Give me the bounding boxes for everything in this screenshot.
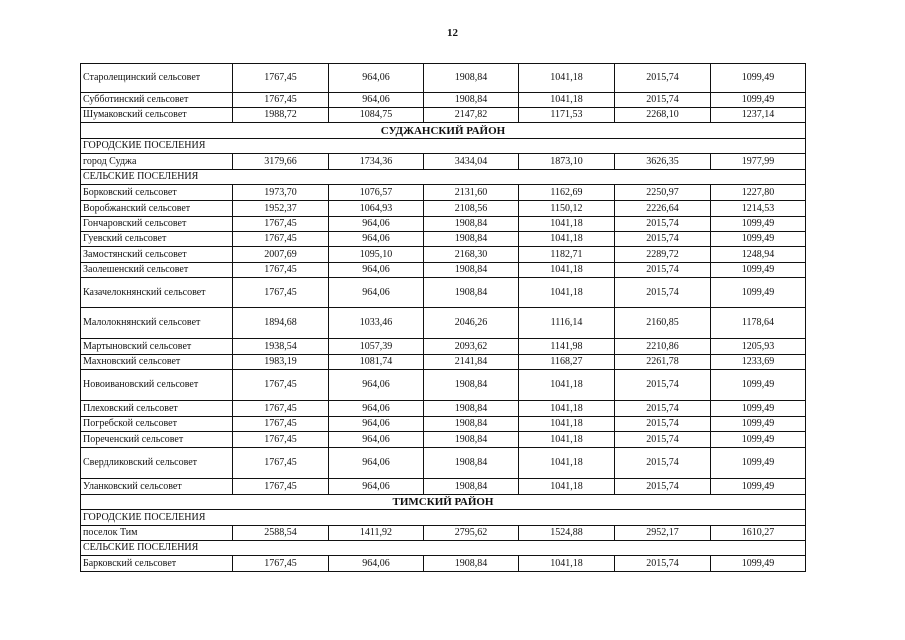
value-cell-3: 1908,84: [424, 448, 519, 479]
value-cell-6: 1248,94: [711, 247, 806, 263]
value-cell-2: 964,06: [329, 217, 424, 232]
value-cell-4: 1041,18: [519, 64, 615, 93]
table-row: [81, 108, 806, 123]
value-cell-1: 1767,45: [233, 217, 329, 232]
value-cell-2: 1411,92: [329, 526, 424, 541]
value-cell-3: 2795,62: [424, 526, 519, 541]
value-cell-3: 2147,82: [424, 108, 519, 123]
table-row: [81, 93, 806, 108]
value-cell-4: 1041,18: [519, 432, 615, 448]
tariff-table: [80, 63, 806, 572]
value-cell-2: 1081,74: [329, 355, 424, 370]
value-cell-1: 1767,45: [233, 93, 329, 108]
value-cell-6: 1099,49: [711, 556, 806, 572]
value-cell-5: 2250,97: [615, 185, 711, 201]
section-title: СЕЛЬСКИЕ ПОСЕЛЕНИЯ: [81, 170, 806, 185]
table-row: [81, 401, 806, 417]
value-cell-3: 1908,84: [424, 217, 519, 232]
value-cell-4: 1041,18: [519, 217, 615, 232]
value-cell-6: 1099,49: [711, 479, 806, 495]
table-row: [81, 432, 806, 448]
value-cell-4: 1041,18: [519, 370, 615, 401]
value-cell-6: 1099,49: [711, 217, 806, 232]
table-row: [81, 64, 806, 93]
table-row: [81, 232, 806, 247]
settlement-name-cell: Малолокнянский сельсовет: [81, 308, 233, 339]
value-cell-6: 1178,64: [711, 308, 806, 339]
value-cell-3: 1908,84: [424, 263, 519, 278]
value-cell-5: 2015,74: [615, 263, 711, 278]
settlement-name-cell: Замостянский сельсовет: [81, 247, 233, 263]
table-row: [81, 247, 806, 263]
value-cell-5: 2015,74: [615, 448, 711, 479]
district-header-row: [81, 123, 806, 139]
settlement-name-cell: Шумаковский сельсовет: [81, 108, 233, 123]
value-cell-1: 2588,54: [233, 526, 329, 541]
table-row: [81, 339, 806, 355]
value-cell-6: 1205,93: [711, 339, 806, 355]
value-cell-6: 1099,49: [711, 278, 806, 308]
value-cell-2: 1076,57: [329, 185, 424, 201]
value-cell-6: 1099,49: [711, 432, 806, 448]
table-row: [81, 355, 806, 370]
value-cell-6: 1099,49: [711, 93, 806, 108]
settlement-name-cell: Новоивановский сельсовет: [81, 370, 233, 401]
value-cell-6: 1227,80: [711, 185, 806, 201]
value-cell-5: 2015,74: [615, 556, 711, 572]
table-row: [81, 308, 806, 339]
table-row: [81, 201, 806, 217]
value-cell-3: 2108,56: [424, 201, 519, 217]
value-cell-3: 2093,62: [424, 339, 519, 355]
value-cell-4: 1150,12: [519, 201, 615, 217]
value-cell-1: 1767,45: [233, 556, 329, 572]
settlement-name-cell: город Суджа: [81, 154, 233, 170]
value-cell-2: 1095,10: [329, 247, 424, 263]
value-cell-2: 1057,39: [329, 339, 424, 355]
value-cell-2: 1064,93: [329, 201, 424, 217]
value-cell-3: 2141,84: [424, 355, 519, 370]
value-cell-4: 1162,69: [519, 185, 615, 201]
settlement-name-cell: Уланковский сельсовет: [81, 479, 233, 495]
value-cell-5: 2015,74: [615, 417, 711, 432]
settlement-name-cell: Казачелокнянский сельсовет: [81, 278, 233, 308]
section-header-row: [81, 170, 806, 185]
table-row: [81, 154, 806, 170]
value-cell-3: 2046,26: [424, 308, 519, 339]
value-cell-2: 964,06: [329, 417, 424, 432]
settlement-name-cell: Борковский сельсовет: [81, 185, 233, 201]
value-cell-4: 1041,18: [519, 278, 615, 308]
value-cell-6: 1099,49: [711, 64, 806, 93]
settlement-name-cell: Свердликовский сельсовет: [81, 448, 233, 479]
value-cell-5: 2015,74: [615, 432, 711, 448]
settlement-name-cell: Заолешенский сельсовет: [81, 263, 233, 278]
page-number: 12: [447, 27, 458, 39]
settlement-name-cell: Погребской сельсовет: [81, 417, 233, 432]
value-cell-5: 2015,74: [615, 93, 711, 108]
settlement-name-cell: Барковский сельсовет: [81, 556, 233, 572]
value-cell-2: 964,06: [329, 232, 424, 247]
value-cell-1: 1988,72: [233, 108, 329, 123]
value-cell-4: 1171,53: [519, 108, 615, 123]
section-header-row: [81, 139, 806, 154]
value-cell-1: 1767,45: [233, 278, 329, 308]
value-cell-6: 1099,49: [711, 232, 806, 247]
table-row: [81, 185, 806, 201]
value-cell-4: 1168,27: [519, 355, 615, 370]
value-cell-6: 1610,27: [711, 526, 806, 541]
value-cell-4: 1041,18: [519, 263, 615, 278]
value-cell-2: 1033,46: [329, 308, 424, 339]
value-cell-5: 3626,35: [615, 154, 711, 170]
value-cell-3: 2168,30: [424, 247, 519, 263]
section-title: ГОРОДСКИЕ ПОСЕЛЕНИЯ: [81, 510, 806, 526]
value-cell-5: 2226,64: [615, 201, 711, 217]
value-cell-5: 2210,86: [615, 339, 711, 355]
value-cell-2: 1734,36: [329, 154, 424, 170]
value-cell-2: 964,06: [329, 278, 424, 308]
value-cell-1: 1767,45: [233, 232, 329, 247]
table-row: [81, 556, 806, 572]
value-cell-3: 1908,84: [424, 479, 519, 495]
value-cell-2: 964,06: [329, 448, 424, 479]
value-cell-4: 1041,18: [519, 556, 615, 572]
value-cell-4: 1116,14: [519, 308, 615, 339]
table-row: [81, 217, 806, 232]
value-cell-4: 1182,71: [519, 247, 615, 263]
value-cell-5: 2015,74: [615, 479, 711, 495]
value-cell-1: 1767,45: [233, 401, 329, 417]
table-body: [81, 64, 806, 572]
value-cell-1: 3179,66: [233, 154, 329, 170]
settlement-name-cell: Мартыновский сельсовет: [81, 339, 233, 355]
value-cell-5: 2015,74: [615, 278, 711, 308]
value-cell-4: 1041,18: [519, 232, 615, 247]
settlement-name-cell: Махновский сельсовет: [81, 355, 233, 370]
settlement-name-cell: Гончаровский сельсовет: [81, 217, 233, 232]
value-cell-5: 2015,74: [615, 401, 711, 417]
value-cell-4: 1524,88: [519, 526, 615, 541]
value-cell-6: 1099,49: [711, 263, 806, 278]
value-cell-6: 1214,53: [711, 201, 806, 217]
settlement-name-cell: Старолещинский сельсовет: [81, 64, 233, 93]
settlement-name-cell: поселок Тим: [81, 526, 233, 541]
value-cell-3: 1908,84: [424, 401, 519, 417]
district-title: СУДЖАНСКИЙ РАЙОН: [81, 123, 806, 139]
value-cell-1: 1767,45: [233, 370, 329, 401]
value-cell-3: 1908,84: [424, 93, 519, 108]
settlement-name-cell: Субботинский сельсовет: [81, 93, 233, 108]
section-title: ГОРОДСКИЕ ПОСЕЛЕНИЯ: [81, 139, 806, 154]
value-cell-4: 1041,18: [519, 479, 615, 495]
value-cell-1: 1767,45: [233, 263, 329, 278]
table-row: [81, 417, 806, 432]
value-cell-4: 1041,18: [519, 93, 615, 108]
value-cell-6: 1099,49: [711, 417, 806, 432]
section-header-row: [81, 510, 806, 526]
value-cell-4: 1141,98: [519, 339, 615, 355]
value-cell-2: 964,06: [329, 64, 424, 93]
district-title: ТИМСКИЙ РАЙОН: [81, 495, 806, 510]
value-cell-3: 3434,04: [424, 154, 519, 170]
value-cell-5: 2015,74: [615, 232, 711, 247]
value-cell-1: 1894,68: [233, 308, 329, 339]
value-cell-2: 964,06: [329, 432, 424, 448]
value-cell-2: 964,06: [329, 93, 424, 108]
value-cell-2: 964,06: [329, 401, 424, 417]
value-cell-1: 1767,45: [233, 417, 329, 432]
settlement-name-cell: Гуевский сельсовет: [81, 232, 233, 247]
value-cell-5: 2952,17: [615, 526, 711, 541]
settlement-name-cell: Пореченский сельсовет: [81, 432, 233, 448]
value-cell-2: 964,06: [329, 263, 424, 278]
table-row: [81, 278, 806, 308]
value-cell-6: 1977,99: [711, 154, 806, 170]
section-title: СЕЛЬСКИЕ ПОСЕЛЕНИЯ: [81, 541, 806, 556]
value-cell-2: 1084,75: [329, 108, 424, 123]
value-cell-4: 1041,18: [519, 417, 615, 432]
value-cell-1: 1938,54: [233, 339, 329, 355]
value-cell-5: 2261,78: [615, 355, 711, 370]
value-cell-4: 1041,18: [519, 401, 615, 417]
value-cell-5: 2015,74: [615, 370, 711, 401]
value-cell-1: 1767,45: [233, 479, 329, 495]
value-cell-3: 2131,60: [424, 185, 519, 201]
value-cell-4: 1873,10: [519, 154, 615, 170]
value-cell-3: 1908,84: [424, 432, 519, 448]
value-cell-1: 2007,69: [233, 247, 329, 263]
value-cell-6: 1099,49: [711, 370, 806, 401]
value-cell-2: 964,06: [329, 370, 424, 401]
value-cell-6: 1233,69: [711, 355, 806, 370]
value-cell-5: 2015,74: [615, 64, 711, 93]
value-cell-2: 964,06: [329, 479, 424, 495]
value-cell-3: 1908,84: [424, 278, 519, 308]
table-row: [81, 448, 806, 479]
value-cell-3: 1908,84: [424, 64, 519, 93]
value-cell-3: 1908,84: [424, 417, 519, 432]
value-cell-3: 1908,84: [424, 370, 519, 401]
value-cell-1: 1767,45: [233, 448, 329, 479]
settlement-name-cell: Плеховский сельсовет: [81, 401, 233, 417]
table-row: [81, 526, 806, 541]
value-cell-5: 2160,85: [615, 308, 711, 339]
section-header-row: [81, 541, 806, 556]
value-cell-5: 2268,10: [615, 108, 711, 123]
value-cell-3: 1908,84: [424, 232, 519, 247]
value-cell-3: 1908,84: [424, 556, 519, 572]
value-cell-1: 1952,37: [233, 201, 329, 217]
value-cell-6: 1099,49: [711, 401, 806, 417]
value-cell-2: 964,06: [329, 556, 424, 572]
value-cell-1: 1767,45: [233, 64, 329, 93]
table-row: [81, 479, 806, 495]
settlement-name-cell: Воробжанский сельсовет: [81, 201, 233, 217]
value-cell-6: 1237,14: [711, 108, 806, 123]
table-row: [81, 370, 806, 401]
value-cell-4: 1041,18: [519, 448, 615, 479]
value-cell-6: 1099,49: [711, 448, 806, 479]
district-header-row: [81, 495, 806, 510]
value-cell-5: 2015,74: [615, 217, 711, 232]
value-cell-5: 2289,72: [615, 247, 711, 263]
value-cell-1: 1767,45: [233, 432, 329, 448]
value-cell-1: 1983,19: [233, 355, 329, 370]
table-row: [81, 263, 806, 278]
value-cell-1: 1973,70: [233, 185, 329, 201]
